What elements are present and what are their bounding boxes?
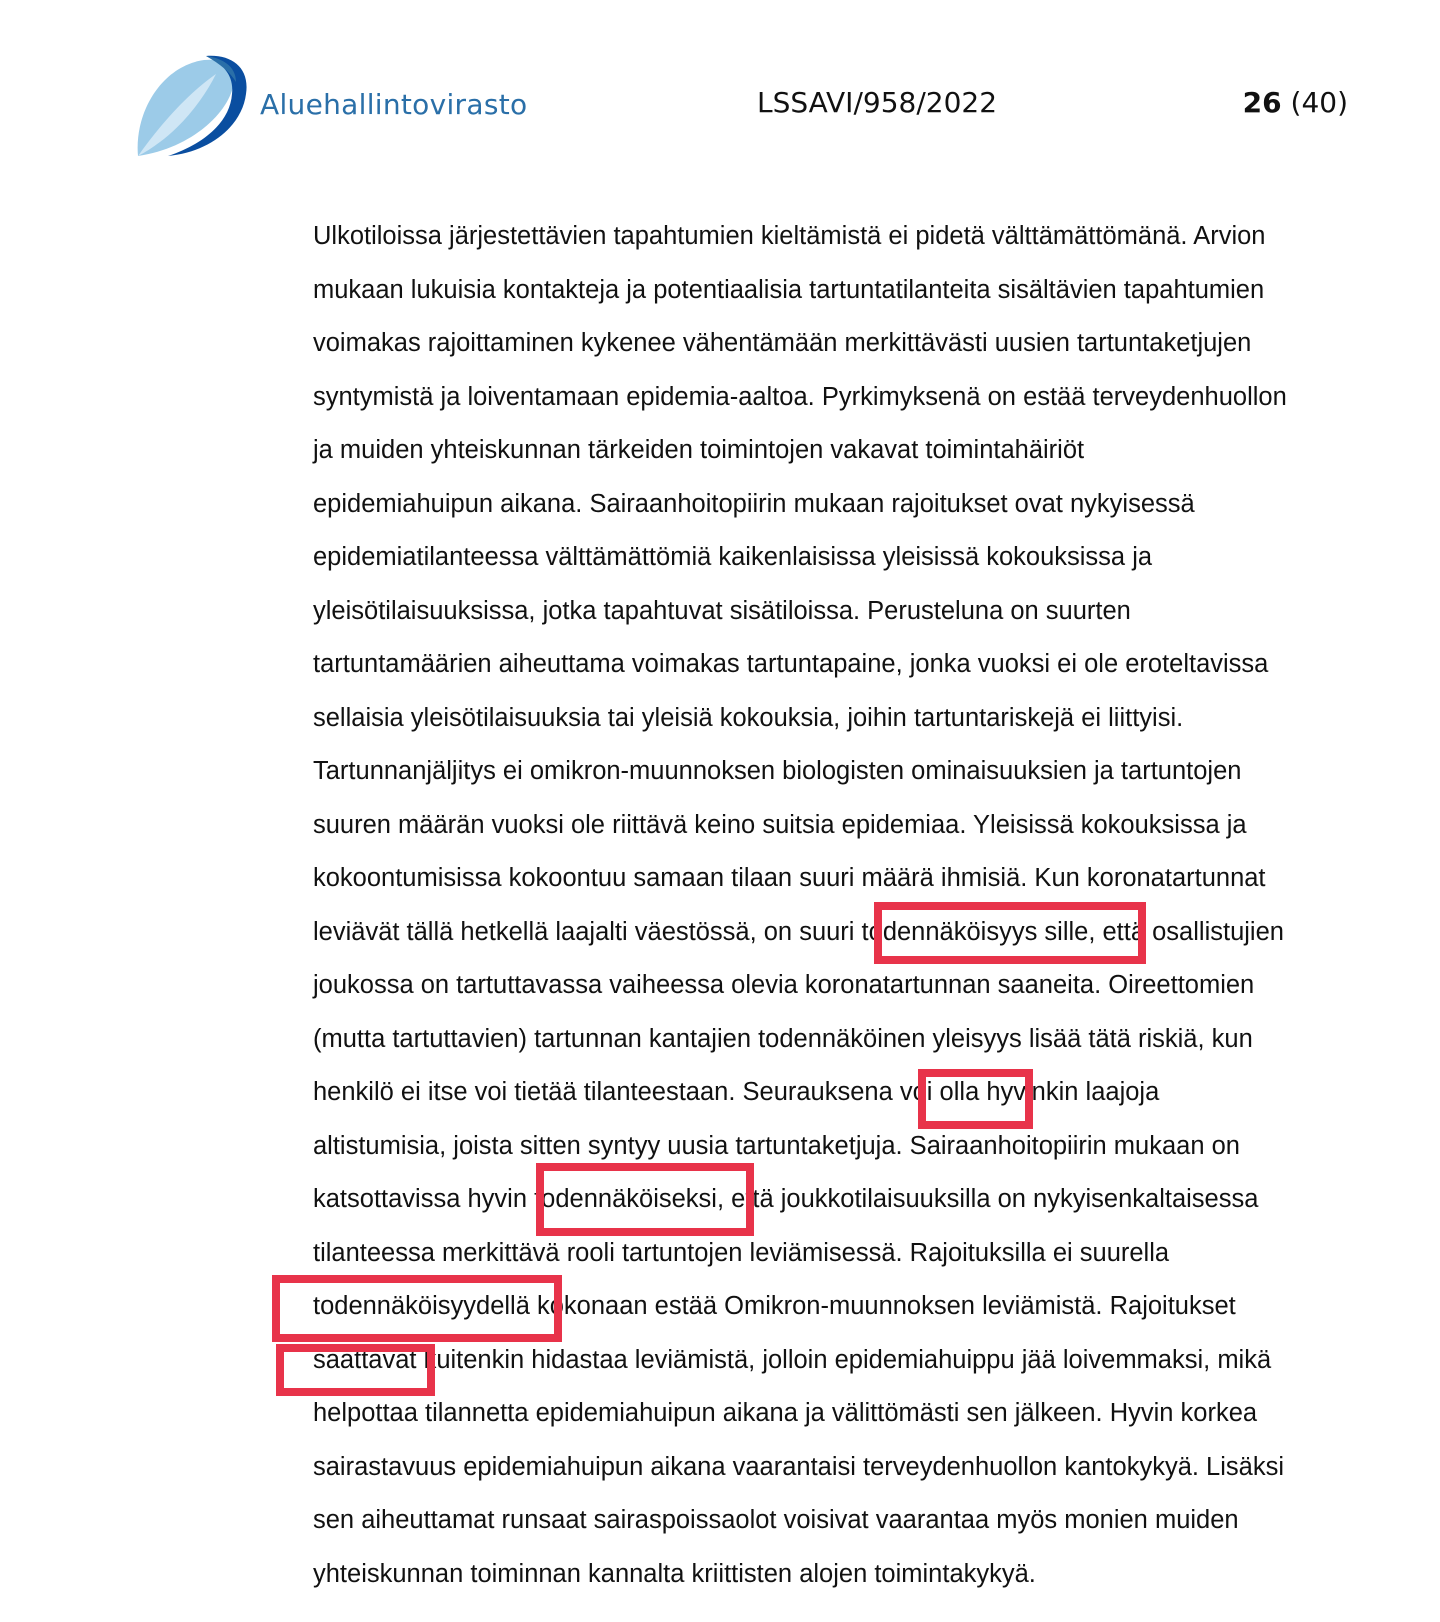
text-line: mukaan lukuisia kontakteja ja potentiaalisia tartuntatilanteita sisältävien tapahtumien <box>313 275 1265 304</box>
text-line: katsottavissa hyvin todennäköiseksi, että joukkotilaisuuksilla on nykyisenkaltaisessa <box>313 1185 1259 1213</box>
text-line: altistumisia, joista sitten syntyy uusia tartuntaketjuja. Sairaanhoitopiirin mukaan on <box>313 1131 1240 1160</box>
page-current: 26 <box>1242 86 1282 119</box>
text-line: sairastavuus epidemiahuipun aikana vaarantaisi terveydenhuollon kantokykyä. Lisäksi <box>313 1452 1284 1481</box>
body-paragraph <box>313 210 1373 1601</box>
text-line: Tartunnanjäljitys ei omikron-muunnoksen biologisten ominaisuuksien ja tartuntojen <box>313 757 1242 785</box>
text-line: saattavat kuitenkin hidastaa leviämistä, jolloin epidemiahuippu jää loivemmaksi, mikä <box>313 1345 1272 1374</box>
text-line: tilanteessa merkittävä rooli tartuntojen leviämisessä. Rajoituksilla ei suurella <box>313 1238 1170 1267</box>
text-line: kokoontumisissa kokoontuu samaan tilaan suuri määrä ihmisiä. Kun koronatartunnat <box>313 864 1266 892</box>
text-line: syntymistä ja loiventamaan epidemia-aaltoa. Pyrkimyksenä on estää terveydenhuollon <box>313 382 1287 411</box>
text-line: sellaisia yleisötilaisuuksia tai yleisiä kokouksia, joihin tartuntariskejä ei liittyisi. <box>313 703 1184 732</box>
agency-name: Aluehallintovirasto <box>260 88 528 121</box>
text-line: Ulkotiloissa järjestettävien tapahtumien kieltämistä ei pidetä välttämättömänä. Arvion <box>313 222 1266 250</box>
text-line: ja muiden yhteiskunnan tärkeiden toimintojen vakavat toimintahäiriöt <box>313 436 1085 464</box>
text-line: epidemiahuipun aikana. Sairaanhoitopiirin mukaan rajoitukset ovat nykyisessä <box>313 489 1195 518</box>
text-line: tartuntamäärien aiheuttama voimakas tartuntapaine, jonka vuoksi ei ole eroteltavissa <box>313 650 1269 678</box>
page-number <box>1243 86 1348 119</box>
text-line: yleisötilaisuuksissa, jotka tapahtuvat sisätiloissa. Perusteluna on suurten <box>313 596 1131 625</box>
text-line: joukossa on tartuttavassa vaiheessa olevia koronatartunnan saaneita. Oireettomien <box>313 971 1255 999</box>
text-line: todennäköisyydellä kokonaan estää Omikron-muunnoksen leviämistä. Rajoitukset <box>313 1292 1236 1320</box>
text-line: henkilö ei itse voi tietää tilanteestaan. Seurauksena voi olla hyvinkin laajoja <box>313 1078 1160 1106</box>
text-line: voimakas rajoittaminen kykenee vähentämään merkittävästi uusien tartuntaketjujen <box>313 329 1252 357</box>
document-reference: LSSAVI/958/2022 <box>757 86 998 119</box>
text-line: epidemiatilanteessa välttämättömiä kaikenlaisissa yleisissä kokouksissa ja <box>313 543 1153 571</box>
document-header <box>0 0 1440 180</box>
agency-logo-icon <box>132 52 248 164</box>
text-line: sen aiheuttamat runsaat sairaspoissaolot voisivat vaarantaa myös monien muiden <box>313 1506 1239 1534</box>
text-line: helpottaa tilannetta epidemiahuipun aikana ja välittömästi sen jälkeen. Hyvin korkea <box>313 1399 1258 1427</box>
text-line: leviävät tällä hetkellä laajalti väestössä, on suuri todennäköisyys sille, että osallistujien <box>313 917 1284 946</box>
page-total: (40) <box>1290 86 1348 119</box>
text-line: (mutta tartuttavien) tartunnan kantajien todennäköinen yleisyys lisää tätä riskiä, kun <box>313 1024 1253 1053</box>
text-line: suuren määrän vuoksi ole riittävä keino suitsia epidemiaa. Yleisissä kokouksissa ja <box>313 810 1247 839</box>
text-line: yhteiskunnan toiminnan kannalta kriittisten alojen toimintakykyä. <box>313 1559 1036 1588</box>
